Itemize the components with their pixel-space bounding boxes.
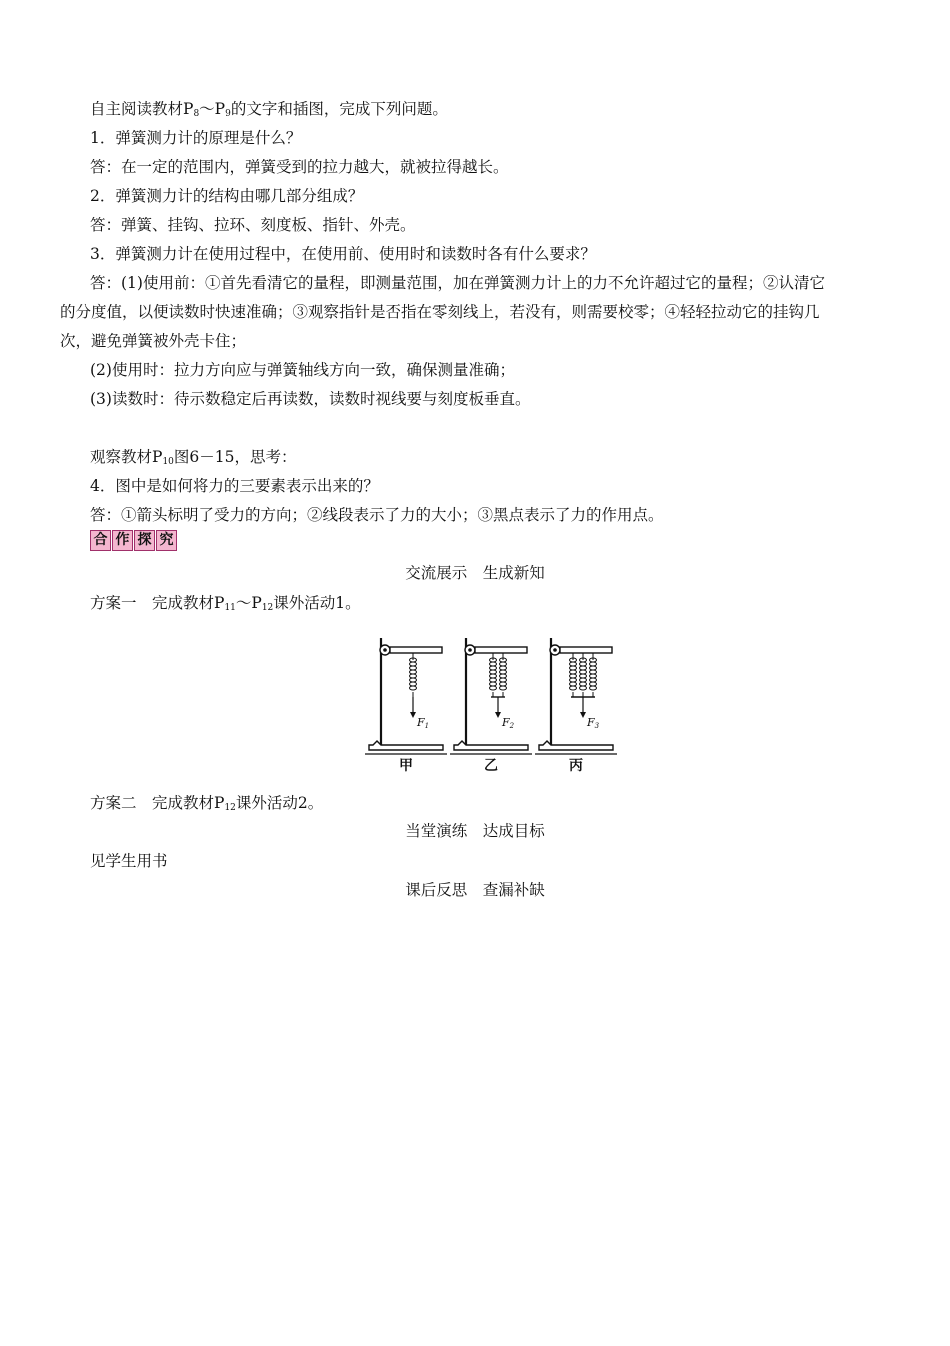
spring-coil (570, 658, 577, 690)
stand-panel (535, 638, 617, 774)
stand-panel (365, 638, 447, 774)
answer-3-line-1: 答：(1)使用前：①首先看清它的量程，即测量范围，加在弹簧测力计上的力不允许超过它的量程；②认清它 (90, 274, 825, 292)
banner-char: 探 (134, 530, 155, 551)
force-label: F3 (587, 716, 600, 730)
spring-figure (365, 636, 620, 780)
stand-panel (450, 638, 532, 774)
force-arrowhead (410, 712, 416, 718)
force-label-subscript: 3 (594, 722, 600, 730)
section-heading-2: 当堂演练 达成目标 (405, 822, 545, 840)
force-arrowhead (495, 712, 501, 718)
banner-char: 究 (156, 530, 177, 551)
plan-1: 方案一 完成教材$P_{11}\sim P_{12}$课外活动1。 (90, 594, 361, 613)
observe-line: 观察教材$P_{10}$图6－15，思考： (90, 448, 297, 467)
spring-coil (590, 658, 597, 690)
see-student-book: 见学生用书 (90, 852, 168, 870)
cooperative-inquiry-banner (90, 530, 178, 551)
spring-coil (410, 658, 417, 690)
question-3: 3．弹簧测力计在使用过程中，在使用前、使用时和读数时各有什么要求？ (90, 245, 596, 263)
intro-line: 自主阅读教材$P_8\sim P_9$的文字和插图，完成下列问题。 (90, 100, 448, 119)
answer-1: 答：在一定的范围内，弹簧受到的拉力越大，就被拉得越长。 (90, 158, 509, 176)
answer-4: 答：①箭头标明了受力的方向；②线段表示了力的大小；③黑点表示了力的作用点。 (90, 506, 664, 524)
force-label: F2 (502, 716, 515, 730)
stand-arm (560, 647, 612, 653)
stand-arm (475, 647, 527, 653)
section-heading-3: 课后反思 查漏补缺 (405, 881, 545, 899)
question-2: 2．弹簧测力计的结构由哪几部分组成？ (90, 187, 364, 205)
spring-coil (500, 658, 507, 690)
banner-char: 作 (112, 530, 133, 551)
force-label: F1 (417, 716, 430, 730)
stand-arm (390, 647, 442, 653)
force-label-subscript: 1 (424, 722, 430, 730)
panel-label: 甲 (399, 758, 413, 774)
panel-label: 丙 (569, 758, 583, 774)
answer-3-line-5: (3)读数时：待示数稳定后再读数，读数时视线要与刻度板垂直。 (90, 390, 531, 408)
banner-char: 合 (90, 530, 111, 551)
force-arrowhead (580, 712, 586, 718)
clamp-center (553, 648, 557, 652)
section-heading-1: 交流展示 生成新知 (405, 564, 545, 582)
answer-3-line-2: 的分度值，以便读数时快速准确；③观察指针是否指在零刻线上，若没有，则需要校零；④轻轻拉动它的挂钩几 (60, 303, 820, 321)
answer-3-line-4: (2)使用时：拉力方向应与弹簧轴线方向一致，确保测量准确； (90, 361, 515, 379)
spring-coil (580, 658, 587, 690)
answer-2: 答：弹簧、挂钩、拉环、刻度板、指针、外壳。 (90, 216, 416, 234)
spring-diagram (365, 636, 620, 776)
question-1: 1．弹簧测力计的原理是什么？ (90, 129, 302, 147)
force-label-subscript: 2 (509, 722, 515, 730)
spring-coil (490, 658, 497, 690)
answer-3-line-3: 次，避免弹簧被外壳卡住； (60, 332, 247, 350)
clamp-center (383, 648, 387, 652)
panel-label: 乙 (484, 758, 498, 774)
plan-2: 方案二 完成教材$P_{12}$课外活动2。 (90, 794, 324, 813)
question-4: 4．图中是如何将力的三要素表示出来的？ (90, 477, 379, 495)
clamp-center (468, 648, 472, 652)
